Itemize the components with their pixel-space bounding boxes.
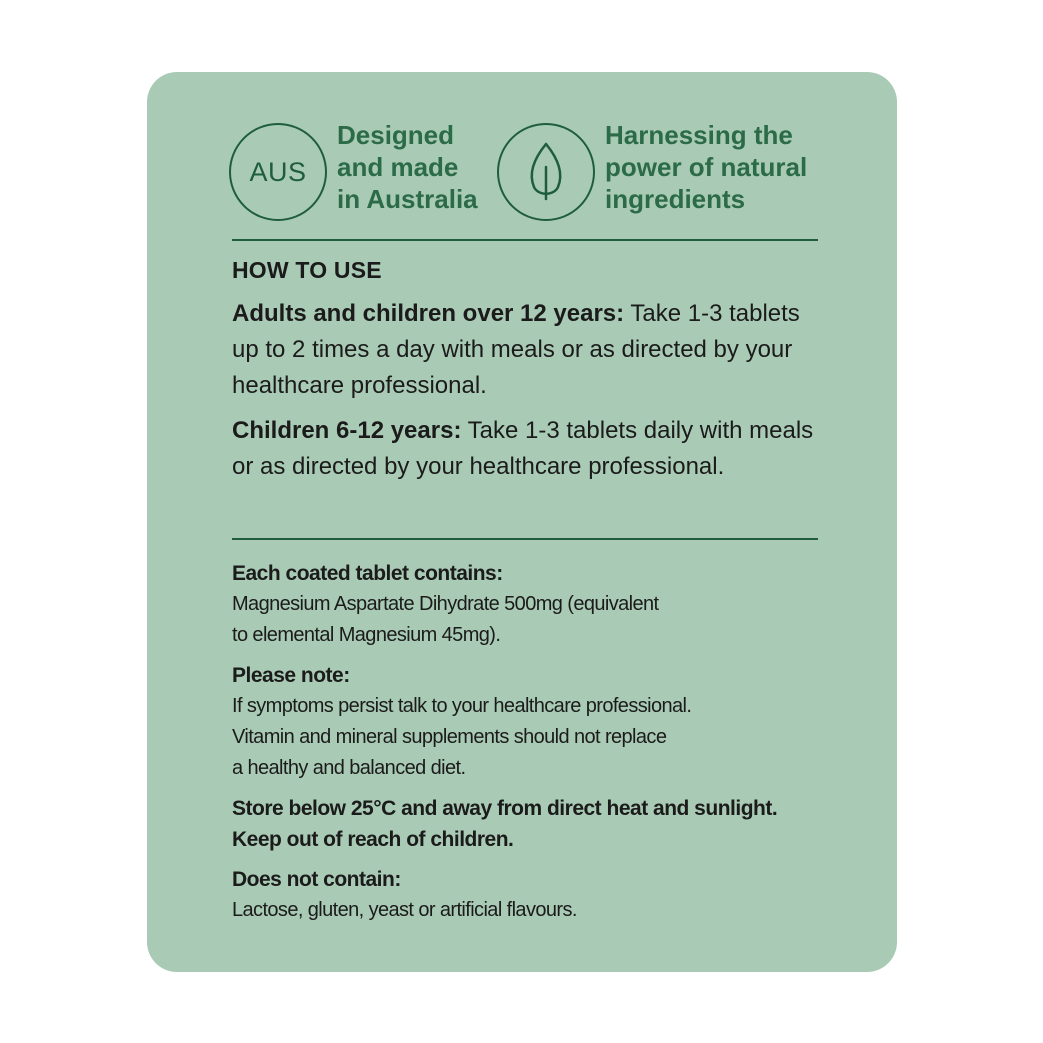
product-label (147, 72, 897, 972)
children-dosage-label: Children 6-12 years: (232, 417, 462, 444)
badge-text (605, 119, 807, 215)
badges-row (229, 119, 817, 229)
note-line: a healthy and balanced diet. (232, 757, 466, 779)
aus-icon-text: AUS (249, 156, 307, 187)
children-dosage (232, 413, 822, 485)
adults-dosage (232, 296, 822, 404)
ingredients-line: Magnesium Aspartate Dihydrate 500mg (equivalent (232, 593, 659, 615)
note-block (232, 660, 832, 784)
how-to-use-heading: HOW TO USE (232, 257, 382, 283)
note-line: If symptoms persist talk to your healthcare professional. (232, 695, 692, 717)
how-to-use-section (232, 257, 822, 494)
ingredients-block (232, 558, 832, 651)
badge-line: in Australia (337, 184, 478, 214)
badge-text (337, 119, 478, 215)
badge-line: and made (337, 152, 459, 182)
divider-middle (232, 538, 818, 540)
badge-line: ingredients (605, 184, 746, 214)
product-info-section (232, 558, 832, 935)
ingredients-line: to elemental Magnesium 45mg). (232, 624, 501, 646)
adults-dosage-text: Take 1-3 tablets up to 2 times a day with meals or as directed by your healthcare professional. (232, 300, 800, 399)
leaf-icon (497, 123, 595, 221)
aus-icon (229, 123, 327, 221)
storage-line: Store below 25°C and away from direct heat and sunlight. (232, 797, 778, 820)
exclusions-block (232, 864, 832, 926)
ingredients-heading: Each coated tablet contains: (232, 562, 503, 585)
note-line: Vitamin and mineral supplements should not replace (232, 726, 667, 748)
storage-line: Keep out of reach of children. (232, 828, 514, 851)
adults-dosage-label: Adults and children over 12 years: (232, 300, 625, 327)
exclusions-text: Lactose, gluten, yeast or artificial flavours. (232, 899, 577, 921)
badge-line: Designed (337, 120, 455, 150)
note-heading: Please note: (232, 664, 350, 687)
exclusions-heading: Does not contain: (232, 868, 401, 891)
badge-line: power of natural (605, 152, 808, 182)
divider-top (232, 239, 818, 241)
children-dosage-text: Take 1-3 tablets daily with meals or as directed by your healthcare professional. (232, 417, 814, 480)
storage-block (232, 793, 832, 855)
badge-line: Harnessing the (605, 120, 793, 150)
